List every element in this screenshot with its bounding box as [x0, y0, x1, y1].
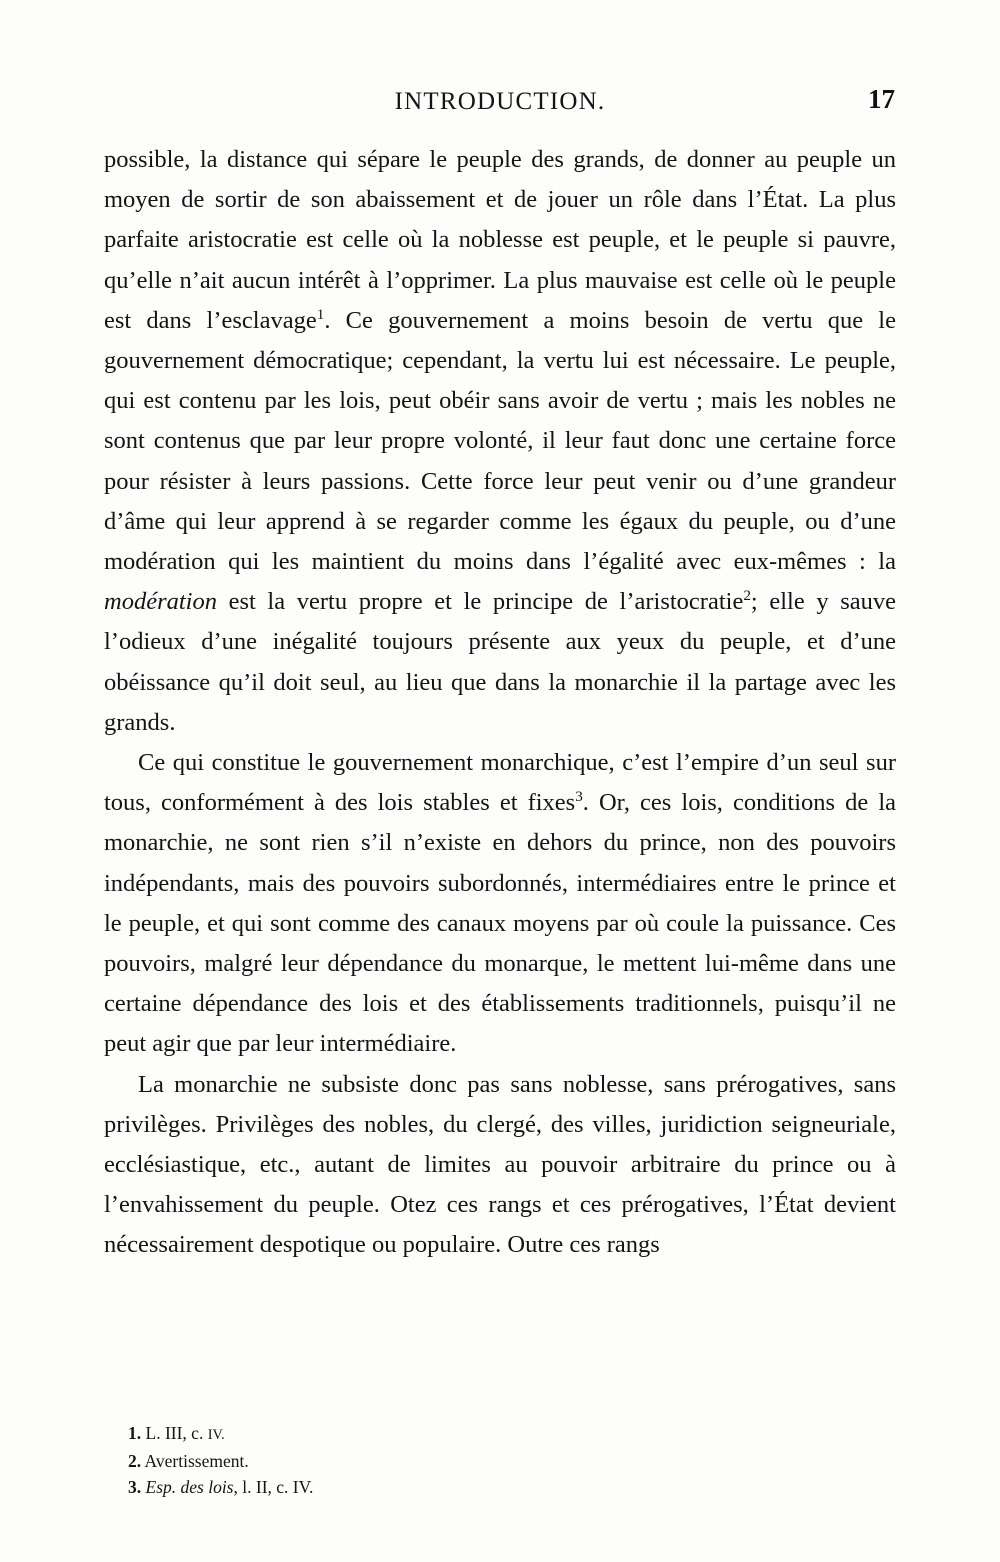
paragraph-1-part-d: ; elle y sauve l’odieux d’une inégalité toujours présente aux yeux du peuple, et d’une obéissance qu’il doit seul, au lieu que dans la monarchie il la partage avec les grands.: [104, 588, 896, 736]
running-title: INTRODUCTION.: [394, 88, 606, 115]
footnote-1-number: 1.: [128, 1423, 142, 1443]
footnote-1-text-after: IV.: [207, 1427, 225, 1443]
paragraph-2-part-b: . Or, ces lois, conditions de la monarchie, ne sont rien s’il n’existe en dehors du prince, non des pouvoirs indépendants, mais des pouvoirs subordonnés, intermédiaires entre le prince et le peuple, et qui sont comme des canaux moyens par où coule la puissance. Ces pouvoirs, malgré leur dépendance du monarque, le mettent lui-même dans une certaine dépendance des lois et des établissements traditionnels, puisqu’il ne peut agir que par leur intermédiaire.: [104, 789, 896, 1058]
paragraph-1-part-c: est la vertu propre et le principe de l’aristocratie: [216, 588, 744, 616]
body-text: [104, 140, 896, 1266]
paragraph-1: [104, 140, 896, 743]
footnote-3-number: 3.: [128, 1477, 142, 1497]
footnote-2-text: Avertissement.: [141, 1451, 249, 1471]
footnote-section: [128, 1420, 828, 1500]
footnote-item-2: [128, 1448, 828, 1474]
footnote-1-text: L. III, c.: [141, 1423, 208, 1443]
paragraph-1-emphasis: modération: [104, 588, 217, 616]
page-number: 17: [868, 84, 895, 114]
paragraph-2: [104, 743, 896, 1065]
page-header: [105, 84, 895, 116]
paragraph-3: La monarchie ne subsiste donc pas sans noblesse, sans prérogatives, sans privilèges. Privilèges des nobles, du clergé, des villes, juridiction seigneuriale, ecclésiastique, etc., autant de limites au pouvoir arbitraire du prince ou à l’envahissement du peuple. Otez ces rangs et ces prérogatives, l’État devient nécessairement despotique ou populaire. Outre ces rangs: [104, 1070, 896, 1259]
footnote-3-text-after: , l. II, c. IV.: [233, 1477, 314, 1497]
footnote-marker-2[interactable]: 2: [743, 587, 751, 605]
footnote-2-number: 2.: [128, 1451, 142, 1471]
footnote-item-1: [128, 1420, 828, 1448]
footnote-item-3: [128, 1474, 828, 1500]
footnote-marker-1[interactable]: 1: [316, 305, 325, 323]
paragraph-1-part-b: . Ce gouvernement a moins besoin de vertu que le gouvernement démocratique; cependant, la vertu lui est nécessaire. Le peuple, qui est contenu par les lois, peut obéir sans avoir de vertu ; mais les nobles ne sont contenus que par leur propre volonté, il leur faut donc une certaine force pour résister à leurs passions. Cette force leur peut venir ou d’une grandeur d’âme qui leur apprend à se regarder comme les égaux du peuple, ou d’une modération qui les maintient du moins dans l’égalité avec eux-mêmes : la: [104, 306, 896, 576]
paragraph-1-part-a: possible, la distance qui sépare le peuple des grands, de donner au peuple un moyen de sortir de son abaissement et de jouer un rôle dans l’État. La plus parfaite aristocratie est celle où la noblesse est peuple, et le peuple si pauvre, qu’elle n’ait aucun intérêt à l’opprimer. La plus mauvaise est celle où le peuple est dans l’esclavage: [104, 146, 896, 334]
paragraph-2-part-a: Ce qui constitue le gouvernement monarchique, c’est l’empire d’un seul sur tous, conformément à des lois stables et fixes: [104, 749, 896, 817]
footnote-3-title: Esp. des lois: [145, 1477, 234, 1497]
footnote-marker-3[interactable]: 3: [575, 788, 583, 806]
